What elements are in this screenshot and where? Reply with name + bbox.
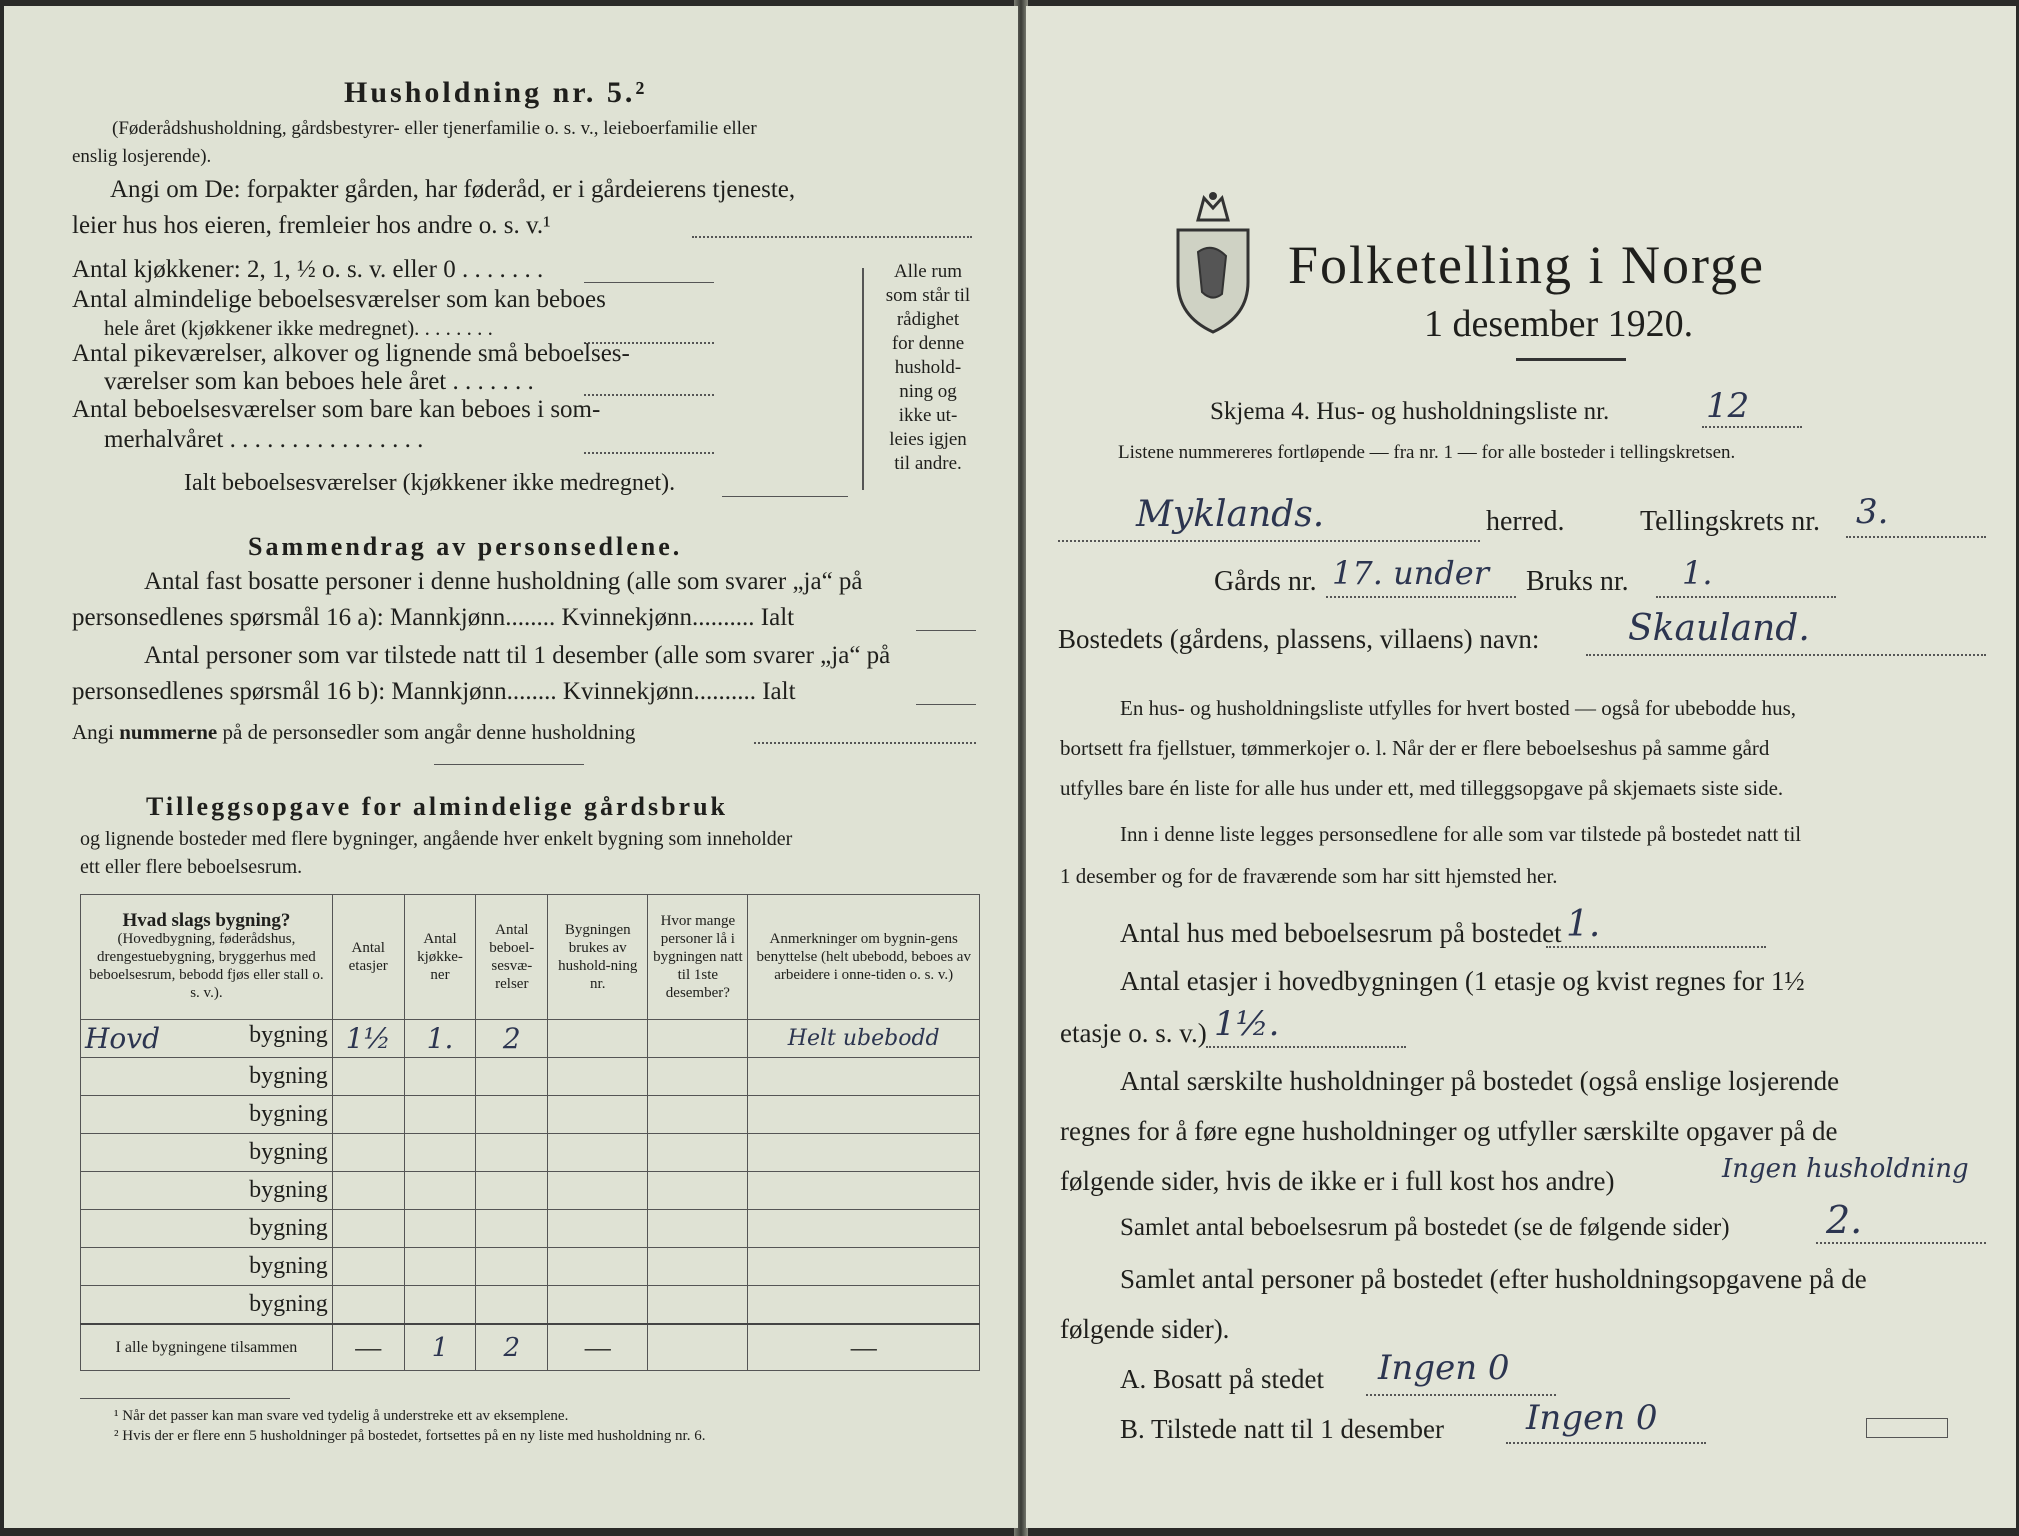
header-etasjer: Antal etasjer [332,895,404,1020]
building-name-cell [81,1172,333,1210]
brace-note-line: rådighet [896,309,960,330]
sammendrag-title: Sammendrag av personsedlene. [248,532,683,561]
husholdning-cell [548,1172,648,1210]
total-husholdning: — [548,1324,648,1371]
brace-note-line: hushold- [894,357,962,378]
herred-line [1058,540,1480,542]
header-rum: Antal beboel-sesvæ-relser [476,895,548,1020]
table-row [81,1210,980,1248]
kjokkener-cell [404,1058,476,1096]
total-rum: 2 [476,1324,548,1371]
herred-name: Myklands. [1136,494,1325,535]
bruks-label: Bruks nr. [1526,566,1629,597]
anmerkninger-cell [748,1286,980,1325]
samlet-personer-line-2: følgende sider). [1060,1314,1230,1344]
census-date: 1 desember 1920. [1424,303,1694,345]
husholdning-cell [548,1058,648,1096]
building-label: bygning [249,1139,328,1165]
nummerne-bold: nummerne [119,720,218,744]
tilstede-line [1506,1442,1706,1444]
rum-cell [476,1134,548,1172]
building-label: bygning [249,1101,328,1127]
rum-cell [476,1286,548,1325]
building-handwritten: Hovd [85,1022,161,1055]
gards-nr: 17. under [1332,554,1489,592]
rum-cell [476,1210,548,1248]
rum-cell [476,1248,548,1286]
etasjer-cell [332,1210,404,1248]
table-row [81,1248,980,1286]
table-row [81,1020,980,1058]
header-anmerkninger: Anmerkninger om bygnin-gens benyttelse (helt ubebodd, beboes av arbeidere i onne-tiden o. s. v.) [748,895,980,1020]
saerskilte-line-3: følgende sider, hvis de ikke er i full kost hos andre) [1060,1166,1615,1196]
title-divider [1516,358,1626,361]
listene-note: Listene nummereres fortløpende — fra nr. 1 — for alle bosteder i tellingskretsen. [1118,442,1736,463]
personer-cell [648,1248,748,1286]
total-etasjer: — [332,1324,404,1371]
sommer-line-2: merhalvåret . . . . . . . . . . . . . . . . [104,426,424,453]
pike-answer-line [584,394,714,396]
table-row [81,1058,980,1096]
sommer-line-1: Antal beboelsesværelser som bare kan beboes i som- [72,396,601,423]
brace-note-line: Alle rum [893,261,963,282]
kjokkener-line: Antal kjøkkener: 2, 1, ½ o. s. v. eller 0 . . . . . . . [72,256,544,283]
herred-label: herred. [1486,506,1565,537]
brace-note-line: ning og [899,381,957,402]
instruction-3: utfylles bare én liste for alle hus under ett, med tilleggsopgave på skjemaets siste side. [1060,776,1784,800]
total-anmerkninger: — [748,1324,980,1371]
sammendrag-ialt-line-1 [916,630,976,631]
skjema-nr-line [1702,426,1802,428]
husholdning-cell [548,1096,648,1134]
personer-cell [648,1134,748,1172]
brace-note-line: ikke ut- [898,405,958,426]
header-building-type-desc: (Hovedbygning, føderådshus, drengestuebygning, bryggerhus med beboelsesrum, bebodd fjøs eller stall o. s. v.). [89,931,324,1001]
total-kjokkener: 1 [404,1324,476,1371]
brace-note-line: som står til [885,285,971,306]
pike-line-2: værelser som kan beboes hele året . . . . . . . [104,368,534,395]
rum-cell: 2 [476,1020,548,1058]
rum-cell [476,1058,548,1096]
header-personer: Hvor mange personer lå i bygningen natt til 1ste desember? [648,895,748,1020]
etasjer-line-1: Antal etasjer i hovedbygningen (1 etasje og kvist regnes for 1½ [1120,966,1805,996]
brace-note [876,260,980,476]
husholdning-cell [548,1248,648,1286]
coat-of-arms-icon [1172,190,1254,336]
total-label: I alle bygningene tilsammen [81,1324,333,1371]
bruks-nr: 1. [1682,554,1713,592]
building-name-cell [81,1058,333,1096]
tillegg-line-2: ett eller flere beboelsesrum. [80,856,303,878]
printer-stamp-icon [1866,1418,1948,1438]
etasjer-cell [332,1096,404,1134]
table-row [81,1096,980,1134]
building-name-cell [81,1210,333,1248]
skjema-nr: 12 [1706,386,1750,426]
bosatt-label: A. Bosatt på stedet [1120,1364,1324,1394]
kjokkener-cell: 1. [404,1020,476,1058]
etasjer-cell [332,1248,404,1286]
husholdning-cell [548,1210,648,1248]
etasjer-cell [332,1286,404,1325]
husholdning-cell [548,1020,648,1058]
nummerne-answer-line [754,742,976,744]
saerskilte-line-2: regnes for å føre egne husholdninger og utfyller særskilte opgaver på de [1060,1116,1838,1146]
bosatt-value: Ingen 0 [1378,1348,1510,1388]
left-page [4,6,1018,1528]
footnote-1: ¹ Når det passer kan man svare ved tydelig å understreke ett av eksemplene. [114,1408,569,1424]
header-building-type [81,895,333,1020]
building-name-cell [81,1248,333,1286]
nummerne-prefix: Angi [72,720,114,744]
table-total-row [81,1324,980,1371]
etasjer-answer-line [1206,1046,1406,1048]
etasjer-cell: 1½ [332,1020,404,1058]
anmerkninger-cell [748,1248,980,1286]
building-label: bygning [249,1253,328,1279]
bostedet-label: Bostedets (gårdens, plassens, villaens) navn: [1058,624,1540,654]
header-kjokkener: Antal kjøkke-ner [404,895,476,1020]
etasjer-cell [332,1134,404,1172]
household-subtitle-2: enslig losjerende). [72,146,212,167]
bruks-line [1656,596,1836,598]
brace-note-line: til andre. [894,453,962,474]
personer-cell [648,1020,748,1058]
building-name-cell [81,1096,333,1134]
divider [434,764,584,765]
skjema-line: Skjema 4. Hus- og husholdningsliste nr. [1210,398,1610,425]
tellingskrets-line [1846,536,1986,538]
bosatt-line [1366,1394,1556,1396]
kjokkener-answer-line [584,282,714,283]
ialt-answer-line [722,496,848,497]
anmerkninger-cell [748,1134,980,1172]
saerskilte-value: Ingen husholdning [1722,1154,1969,1184]
header-husholdning: Bygningen brukes av hushold-ning nr. [548,895,648,1020]
sammendrag-line-1: Antal fast bosatte personer i denne husholdning (alle som svarer „ja“ på [144,568,863,595]
personer-cell [648,1286,748,1325]
rum-cell [476,1172,548,1210]
building-label: bygning [249,1215,328,1241]
samlet-rum-line [1816,1242,1986,1244]
kjokkener-cell [404,1096,476,1134]
hus-label: Antal hus med beboelsesrum på bostedet [1120,918,1562,948]
personer-cell [648,1172,748,1210]
hus-value: 1. [1566,904,1601,945]
anmerkninger-cell [748,1058,980,1096]
gards-line [1326,596,1516,598]
building-label: bygning [249,1063,328,1089]
building-name-cell [81,1134,333,1172]
building-name-cell [81,1286,333,1325]
hus-line [1546,946,1766,948]
table-header-row [81,895,980,1020]
sammendrag-line-3: Antal personer som var tilstede natt til 1 desember (alle som svarer „ja“ på [144,642,891,669]
table-row [81,1286,980,1325]
bostedet-line [1586,654,1986,656]
building-label: bygning [249,1291,328,1317]
almindelige-line-1: Antal almindelige beboelsesværelser som kan beboes [72,286,606,313]
tillegg-title: Tilleggsopgave for almindelige gårdsbruk [146,792,729,821]
census-title: Folketelling i Norge [1288,235,1765,295]
samlet-personer-line-1: Samlet antal personer på bostedet (efter husholdningsopgavene på de [1120,1264,1867,1294]
saerskilte-line-1: Antal særskilte husholdninger på bostedet (også enslige losjerende [1120,1066,1840,1096]
kjokkener-cell [404,1134,476,1172]
right-page [1026,6,2016,1528]
header-building-type-title: Hvad slags bygning? [122,910,291,931]
tellingskrets-nr: 3. [1856,492,1889,532]
pike-line-1: Antal pikeværelser, alkover og lignende små beboelses- [72,340,630,367]
etasjer-line-2: etasje o. s. v.) [1060,1018,1207,1048]
angi-line-2: leier hus hos eieren, fremleier hos andre o. s. v.¹ [72,212,551,239]
table-row [81,1134,980,1172]
instruction-2: bortsett fra fjellstuer, tømmerkojer o. l. Når der er flere beboelseshus på samme gård [1060,736,1770,760]
table-row [81,1172,980,1210]
ialt-line: Ialt beboelsesværelser (kjøkkener ikke medregnet). [184,470,676,496]
angi-line-1: Angi om De: forpakter gården, har føderåd, er i gårdeierens tjeneste, [110,176,796,203]
samlet-rum-label: Samlet antal beboelsesrum på bostedet (se de følgende sider) [1120,1214,1730,1241]
sammendrag-line-2: personsedlenes spørsmål 16 a): Mannkjønn........ Kvinnekjønn.......... Ialt [72,604,795,631]
tilstede-value: Ingen 0 [1526,1398,1658,1438]
building-label: bygning [249,1177,328,1203]
personer-cell [648,1096,748,1134]
sammendrag-ialt-line-2 [916,704,976,705]
tilstede-label: B. Tilstede natt til 1 desember [1120,1414,1444,1444]
bostedet-name: Skauland. [1628,608,1810,649]
sammendrag-line-4: personsedlenes spørsmål 16 b): Mannkjønn........ Kvinnekjønn.......... Ialt [72,678,796,705]
brace-note-line: leies igjen [889,429,967,450]
etasjer-cell [332,1172,404,1210]
instruction-1: En hus- og husholdningsliste utfylles for hvert bosted — også for ubebodde hus, [1120,696,1796,720]
kjokkener-cell [404,1286,476,1325]
anmerkninger-cell [748,1172,980,1210]
gards-label: Gårds nr. [1214,566,1317,597]
nummerne-line [72,720,635,745]
samlet-rum-value: 2. [1826,1198,1863,1242]
instruction-5: 1 desember og for de fraværende som har sitt hjemsted her. [1060,864,1558,888]
table-body [81,1020,980,1325]
building-label: bygning [249,1022,328,1048]
footnote-divider [80,1398,290,1399]
total-personer [648,1324,748,1371]
angi-answer-line [692,236,972,238]
personer-cell [648,1210,748,1248]
nummerne-suffix: på de personsedler som angår denne husholdning [222,720,636,744]
building-name-cell [81,1020,333,1058]
kjokkener-cell [404,1210,476,1248]
household-title: Husholdning nr. 5.² [344,76,648,109]
building-table [80,894,980,1371]
personer-cell [648,1058,748,1096]
brace-note-line: for denne [891,333,965,354]
tellingskrets-label: Tellingskrets nr. [1640,506,1821,537]
husholdning-cell [548,1134,648,1172]
anmerkninger-cell: Helt ubebodd [748,1020,980,1058]
husholdning-cell [548,1286,648,1325]
sommer-answer-line [584,452,714,454]
rum-cell [476,1096,548,1134]
instruction-4: Inn i denne liste legges personsedlene for alle som var tilstede på bostedet natt til [1120,822,1802,846]
etasjer-cell [332,1058,404,1096]
footnote-2: ² Hvis der er flere enn 5 husholdninger på bostedet, fortsettes på en ny liste med husholdning nr. 6. [114,1428,706,1444]
anmerkninger-cell [748,1210,980,1248]
kjokkener-cell [404,1248,476,1286]
kjokkener-cell [404,1172,476,1210]
household-subtitle-1: (Føderådshusholdning, gårdsbestyrer- eller tjenerfamilie o. s. v., leieboerfamilie eller [112,118,757,139]
anmerkninger-cell [748,1096,980,1134]
tillegg-line-1: og lignende bosteder med flere bygninger, angående hver enkelt bygning som inneholder [80,828,793,850]
almindelige-line-2: hele året (kjøkkener ikke medregnet). . . . . . . . [104,316,493,340]
brace [862,268,864,490]
etasjer-value: 1½. [1214,1004,1280,1044]
